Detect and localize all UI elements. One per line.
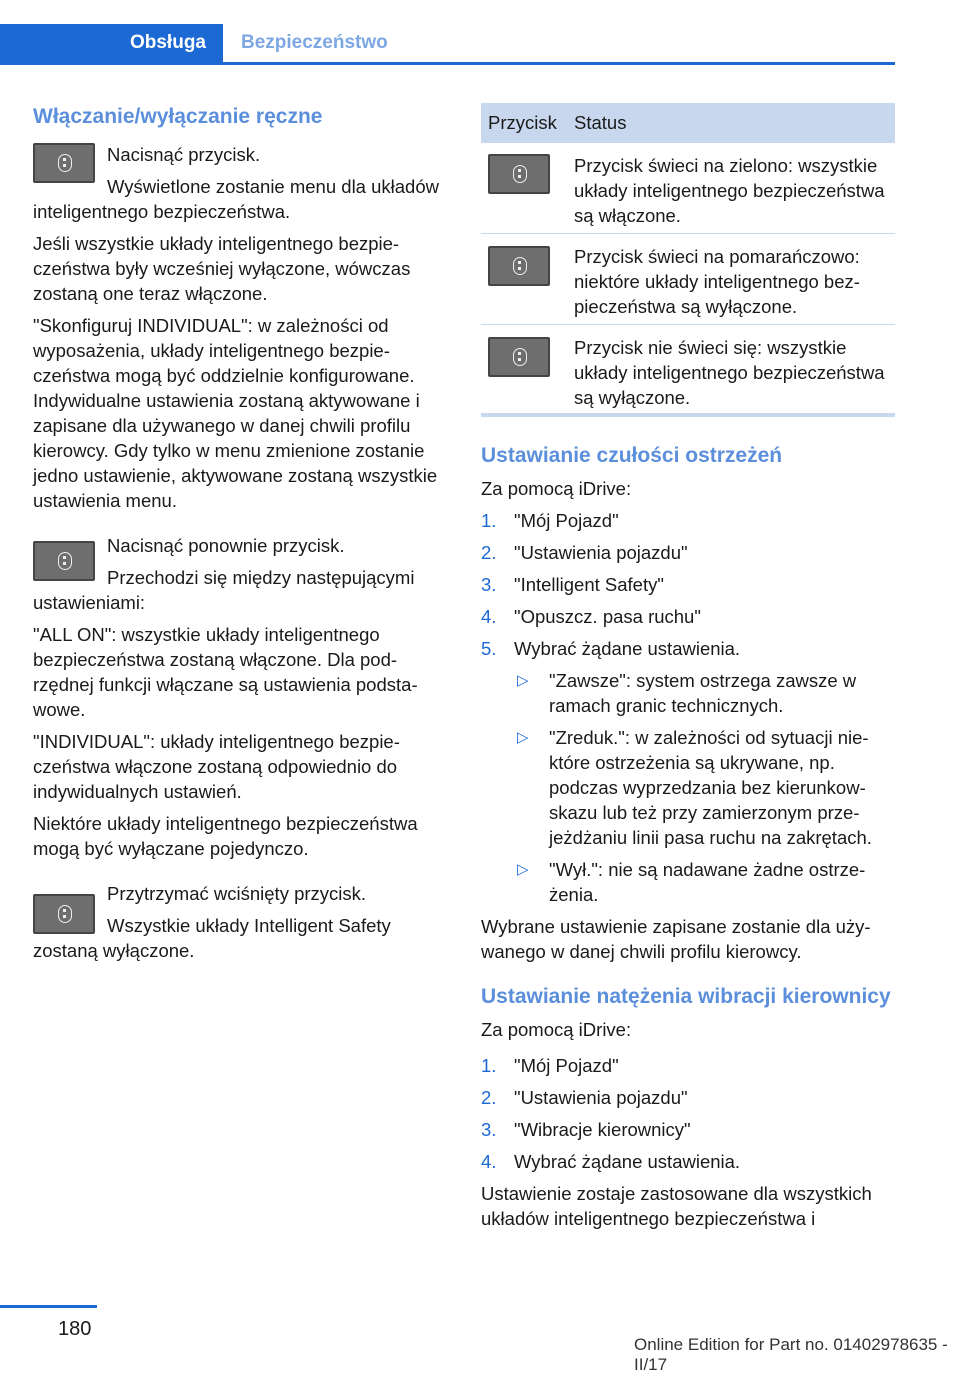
paragraph: "Skonfiguruj INDIVIDUAL": w zależności od wyposażenia, układy inteligentnego bezpieczeństwa mogą być oddzielnie konfigurowane. Indywidualne ustawienia zostaną aktywowane i zapisane dla używanego w danej chwili profilu kierowcy. Gdy tylko w menu zmienione zostanie jedno ustawienie, aktywowane zostaną wszystkie ustawienia menu. [33, 315, 438, 511]
col-header-status: Status [574, 112, 627, 133]
vibration-steps [481, 1053, 895, 1174]
status-text: Przycisk nie świeci się: wszystkie układy inteligentnego bezpieczeństwa są wyłączone. [574, 337, 885, 408]
tab-bezpieczenstwo[interactable]: Bezpieczeństwo [241, 32, 388, 53]
triangle-bullet-icon: ▷ [517, 672, 529, 689]
sensitivity-steps [481, 508, 895, 661]
press-instruction-3: Przytrzymać wciśnięty przycisk. [107, 883, 367, 904]
table-end-rule [481, 413, 895, 417]
safety-button-green-icon [488, 154, 550, 194]
table-row [481, 143, 895, 234]
triangle-bullet-icon: ▷ [517, 729, 529, 746]
intro-text: Za pomocą iDrive: [481, 1019, 632, 1040]
safety-button-icon [33, 541, 95, 581]
left-column [33, 104, 448, 970]
press-instruction-1: Nacisnąć przycisk. [107, 144, 261, 165]
safety-button-orange-icon [488, 246, 550, 286]
intro-text: Za pomocą iDrive: [481, 478, 632, 499]
paragraph: Wybrane ustawienie zapisane zostanie dla używanego w danej chwili profilu kierowcy. [481, 916, 871, 962]
table-row [481, 234, 895, 325]
tab-obsluga[interactable]: Obsługa [0, 24, 223, 62]
list-item: 4. "Opuszcz. pasa ruchu" [481, 606, 701, 627]
right-column [481, 443, 895, 1238]
press-result-1: Wyświetlone zostanie menu dla układów inteligentnego bezpieczeństwa. [33, 176, 439, 222]
press-result-2: Przechodzi się między następującymi ustawieniami: [33, 567, 415, 613]
list-item: 2. "Ustawienia pojazdu" [481, 542, 688, 563]
table-header [481, 103, 895, 143]
triangle-bullet-icon: ▷ [517, 861, 529, 878]
list-item: 5. Wybrać żądane ustawienia. [481, 638, 741, 659]
col-header-przycisk: Przycisk [488, 112, 557, 133]
safety-button-icon [33, 894, 95, 934]
paragraph: "ALL ON": wszystkie układy inteligentnego bezpieczeństwa zostaną włączone. Dla podrzędnej funkcji włączane są ustawienia podstawowe. [33, 624, 418, 720]
safety-button-off-icon [488, 337, 550, 377]
paragraph: Niektóre układy inteligentnego bezpieczeństwa mogą być wyłączane pojedynczo. [33, 813, 418, 859]
status-text: Przycisk świeci na pomarańczowo: niektóre układy inteligentnego bezpieczeństwa są wyłączone. [574, 246, 860, 317]
list-item: ▷ "Zawsze": system ostrzega zawsze w ramach granic technicznych. [517, 670, 857, 716]
list-item: 3. "Intelligent Safety" [481, 574, 664, 595]
status-table [481, 103, 895, 415]
press-result-3: Wszystkie układy Intelligent Safety zostaną wyłączone. [33, 915, 391, 961]
safety-button-icon [33, 143, 95, 183]
paragraph: Ustawienie zostaje zastosowane dla wszystkich układów inteligentnego bezpieczeństwa i [481, 1183, 872, 1229]
press-instruction-2: Nacisnąć ponownie przycisk. [107, 535, 345, 556]
list-item: 3. "Wibracje kierownicy" [481, 1119, 691, 1140]
list-item: 2. "Ustawienia pojazdu" [481, 1087, 688, 1108]
list-item: 4. Wybrać żądane ustawienia. [481, 1151, 741, 1172]
list-item: 1. "Mój Pojazd" [481, 1055, 619, 1076]
list-item: ▷ "Wył.": nie są nadawane żadne ostrzeżenia. [517, 859, 866, 905]
page-number: 180 [58, 1318, 92, 1340]
paragraph: Jeśli wszystkie układy inteligentnego bezpieczeństwa były wcześniej wyłączone, wówczas zostaną one teraz włączone. [33, 233, 411, 304]
section-heading-sensitivity: Ustawianie czułości ostrzeżeń [481, 444, 783, 467]
list-item: ▷ "Zreduk.": w zależności od sytuacji niektóre ostrzeżenia są ukrywane, np. podczas wyprzedzania bez kierunkowskazu lub też przy zamierzonym przejeżdżaniu linii pasa ruchu na zakrętach. [517, 727, 872, 848]
status-text: Przycisk świeci na zielono: wszystkie układy inteligentnego bezpieczeństwa są włączone. [574, 155, 885, 226]
sensitivity-options [481, 668, 895, 907]
page-number-rule [0, 1305, 97, 1308]
header-bar [0, 24, 895, 65]
footer-text: Online Edition for Part no. 01402978635 - II/17 [634, 1335, 948, 1374]
section-heading-manual: Włączanie/wyłączanie ręczne [33, 105, 323, 128]
table-row [481, 325, 895, 415]
paragraph: "INDIVIDUAL": układy inteligentnego bezpieczeństwa włączone zostaną odpowiednio do indywidualnych ustawień. [33, 731, 400, 802]
section-heading-vibration: Ustawianie natężenia wibracji kierownicy [481, 985, 891, 1008]
list-item: 1. "Mój Pojazd" [481, 510, 619, 531]
